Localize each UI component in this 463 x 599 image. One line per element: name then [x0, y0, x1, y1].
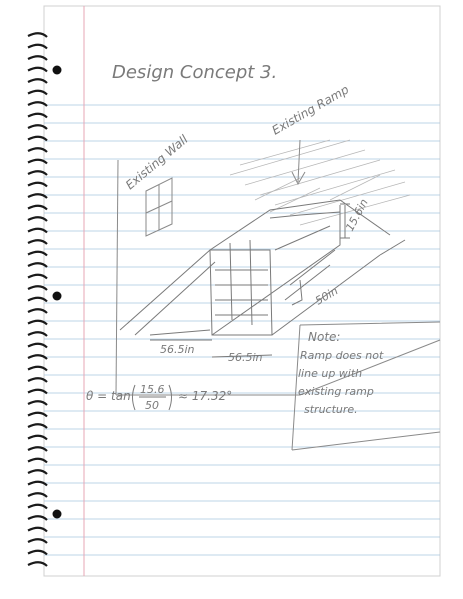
paper-sheet	[44, 6, 440, 576]
depth-label: 50in	[313, 284, 341, 308]
binder-hole	[53, 510, 62, 519]
existing-ramp-label: Existing Ramp	[269, 82, 352, 138]
binder-hole	[53, 292, 62, 301]
formula-denominator: 50	[145, 399, 159, 412]
binder-hole	[53, 66, 62, 75]
note-line: structure.	[304, 403, 358, 416]
height-label: 15.6in	[343, 196, 371, 234]
width-right-label: 56.5in	[228, 351, 263, 364]
existing-wall-label: Existing Wall	[122, 132, 191, 193]
formula-numerator: 15.6	[140, 383, 165, 396]
page-title: Design Concept 3.	[112, 62, 278, 83]
formula-result: ≈ 17.32°	[178, 389, 233, 403]
width-left-label: 56.5in	[160, 343, 195, 356]
note-line: Ramp does not	[300, 349, 384, 362]
formula-prefix: θ = tan	[86, 389, 131, 403]
note-line: line up with	[298, 367, 363, 380]
note-title: Note:	[308, 330, 341, 344]
note-line: existing ramp	[298, 385, 374, 398]
